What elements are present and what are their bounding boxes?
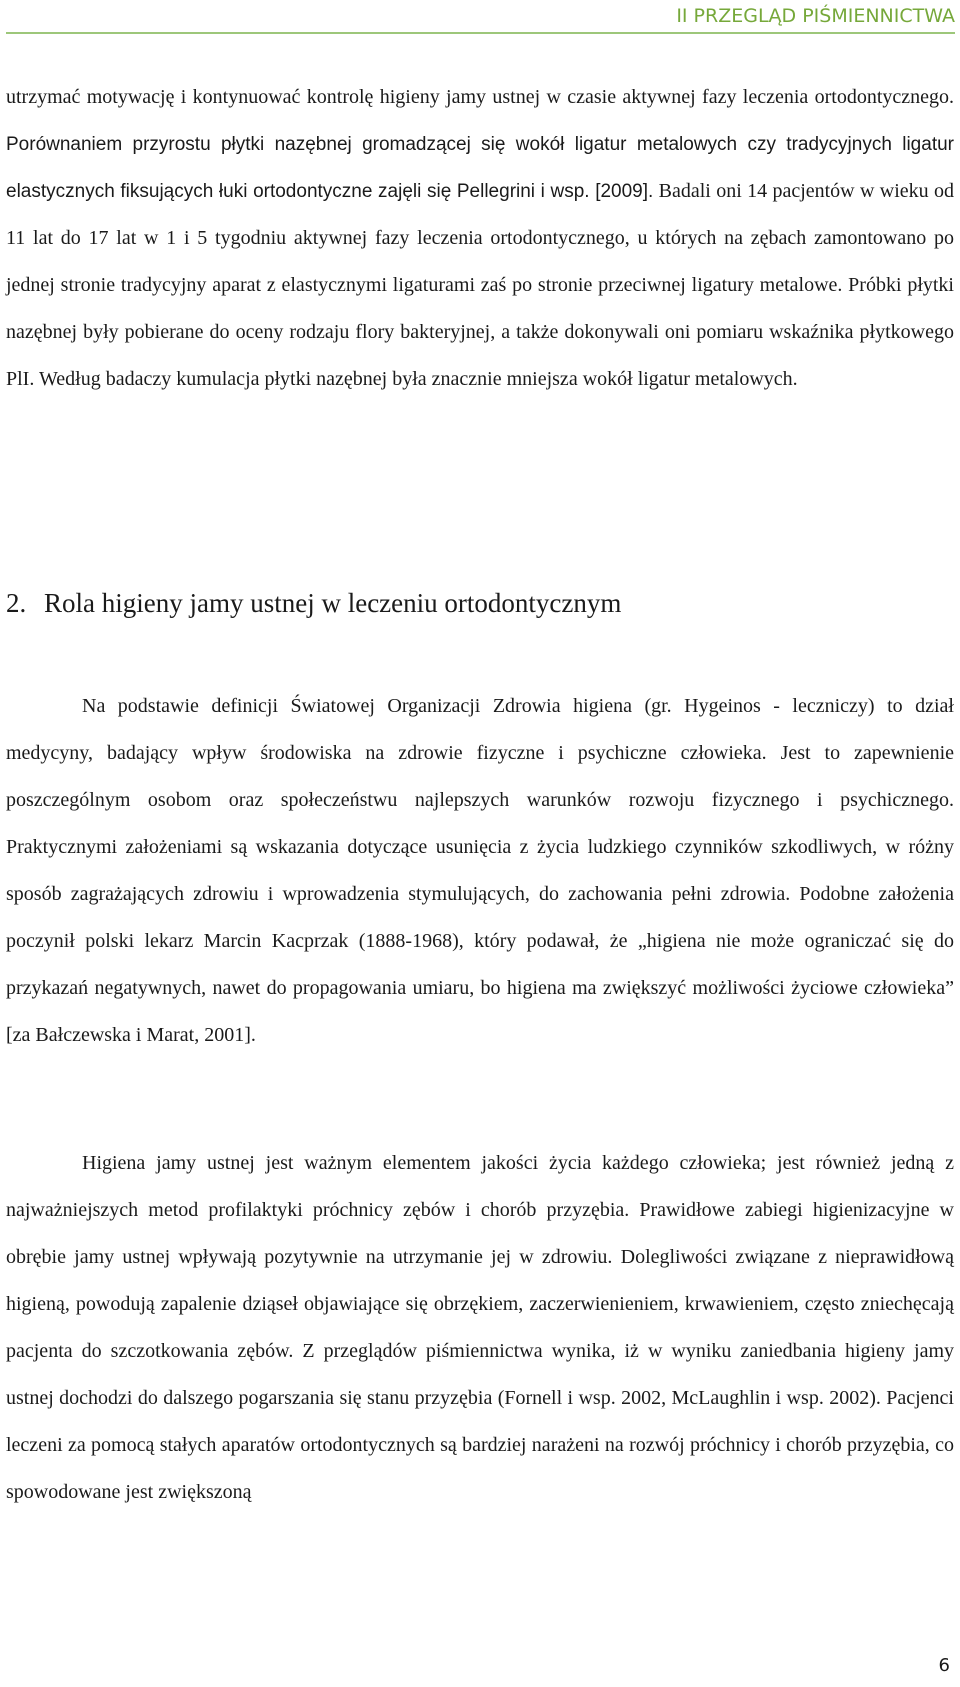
section-number: 2.	[6, 588, 27, 618]
paragraph-3: Higiena jamy ustnej jest ważnym elementem jakości życia każdego człowieka; jest również jedną z najważniejszych metod profilaktyki próchnicy zębów i chorób przyzębia. Prawidłowe zabiegi higienizacyjne w obrębie jamy ustnej wpływają pozytywnie na utrzymanie jej w zdrowiu. Dolegliwości związane z nieprawidłową higieną, powodują zapalenie dziąseł objawiające się obrzękiem, zaczerwienieniem, krwawieniem, często zniechęcają pacjenta do szczotkowania zębów. Z przeglądów piśmiennictwa wynika, iż w wyniku zaniedbania higieny jamy ustnej dochodzi do dalszego pogarszania się stanu przyzębia (Fornell i wsp. 2002, McLaughlin i wsp. 2002). Pacjenci leczeni za pomocą stałych aparatów ortodontycznych są bardziej narażeni na rozwój próchnicy i chorób przyzębia, co spowodowane jest zwiększoną	[6, 1152, 954, 1503]
header-rule	[6, 32, 955, 34]
paragraph-1-sans-run: Porównaniem przyrostu płytki nazębnej gromadzącej się wokół ligatur metalowych czy tradycyjnych ligatur elastycznych fiksujących łuki ortodontyczne zajęli się Pellegrini i wsp. [2009].	[6, 134, 954, 202]
paragraph-1	[6, 74, 954, 403]
page-number: 6	[938, 1655, 950, 1676]
paragraph-2: Na podstawie definicji Światowej Organizacji Zdrowia higiena (gr. Hygeinos - leczniczy) to dział medycyny, badający wpływ środowiska na zdrowie fizyczne i psychiczne człowieka. Jest to zapewnienie poszczególnym osobom oraz społeczeństwu najlepszych warunków rozwoju fizycznego i psychicznego. Praktycznymi założeniami są wskazania dotyczące usunięcia z życia ludzkiego czynników szkodliwych, w różny sposób zagrażających zdrowiu i wprowadzenia stymulujących, do zachowania pełni zdrowia. Podobne założenia poczynił polski lekarz Marcin Kacprzak (1888-1968), który podawał, że „higiena nie może ograniczać się do przykazań negatywnych, nawet do propagowania umiaru, bo higiena ma zwiększyć możliwości życiowe człowieka” [za Bałczewska i Marat, 2001].	[6, 695, 954, 1046]
section-heading	[6, 588, 621, 619]
section-title: Rola higieny jamy ustnej w leczeniu ortodontycznym	[44, 588, 622, 618]
paragraph-1-text-before: utrzymać motywację i kontynuować kontrolę higieny jamy ustnej w czasie aktywnej fazy leczenia ortodontycznego.	[6, 86, 954, 108]
running-header: II PRZEGLĄD PIŚMIENNICTWA	[676, 5, 955, 27]
paragraph-1-text-after: Badali oni 14 pacjentów w wieku od 11 lat do 17 lat w 1 i 5 tygodniu aktywnej fazy leczenia ortodontycznego, u których na zębach zamontowano po jednej stronie tradycyjny aparat z elastycznymi ligaturami zaś po stronie przeciwnej ligatury metalowe. Próbki płytki nazębnej były pobierane do oceny rodzaju flory bakteryjnej, a także dokonywali oni pomiaru wskaźnika płytkowego PlI. Według badaczy kumulacja płytki nazębnej była znacznie mniejsza wokół ligatur metalowych.	[6, 180, 954, 390]
